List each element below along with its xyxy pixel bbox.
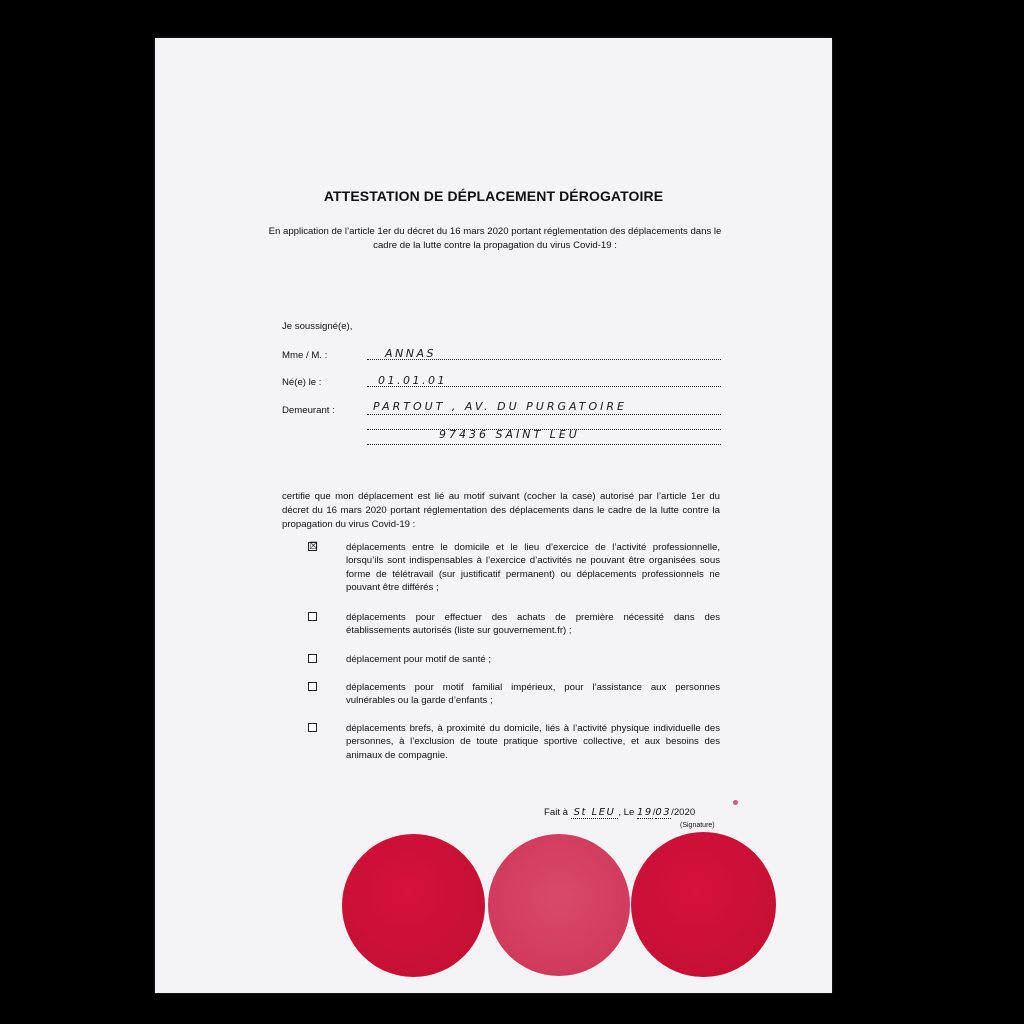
document-title: ATTESTATION DE DÉPLACEMENT DÉROGATOIRE	[323, 188, 664, 204]
intro-paragraph: En application de l’article 1er du décret du 16 mars 2020 portant réglementation des déplacements dans le cadre de la lutte contre la propagation du virus Covid-19 :	[268, 226, 722, 251]
day-field[interactable]: 19	[637, 807, 653, 818]
option-1-checkbox[interactable]: ☒	[309, 541, 318, 552]
signature-label: (Signature)	[680, 822, 715, 829]
red-seal-2	[488, 834, 630, 976]
fait-a-label: Fait à	[544, 807, 568, 818]
certify-paragraph: certifie que mon déplacement est lié au motif suivant (cocher la case) autorisé par l’article 1er du décret du 16 mars 2020 portant réglementation des déplacements dans le cadre de la lutte contre la propagation du virus Covid-19 :	[282, 491, 720, 530]
option-3-checkbox[interactable]	[308, 654, 317, 663]
year-text: /2020	[671, 807, 696, 818]
address-line1-field[interactable]: PARTOUT , AV. DU PURGATOIRE	[373, 400, 627, 413]
le-label: , Le	[618, 807, 635, 818]
birth-label: Né(e) le :	[282, 377, 322, 388]
place-field[interactable]: St LEU	[571, 807, 619, 819]
place-date-line	[544, 807, 695, 818]
undersigned-label: Je soussigné(e),	[282, 321, 353, 332]
option-3-text: déplacement pour motif de santé ;	[346, 654, 492, 665]
option-5-text: déplacements brefs, à proximité du domicile, liés à l’activité physique individuelle des personnes, à l’exclusion de toute pratique sportive collective, et aux besoins des animaux de compagnie.	[346, 723, 720, 761]
red-seal-1	[342, 834, 485, 977]
option-4-checkbox[interactable]	[308, 682, 317, 691]
date-slash: /	[652, 807, 656, 818]
month-field[interactable]: 03	[655, 807, 672, 818]
option-1-text: déplacements entre le domicile et le lieu d’exercice de l’activité professionnelle, lorsqu’ils sont indispensables à l’exercice d’activités ne pouvant être organisées sous forme de télétravail (sur justificatif permanent) ou déplacements professionnels ne pouvant être différés ;	[346, 542, 720, 594]
option-2-text: déplacements pour effectuer des achats de première nécessité dans des établissements autorisés (liste sur gouvernement.fr) ;	[346, 612, 720, 637]
option-4-text: déplacements pour motif familial impérieux, pour l’assistance aux personnes vulnérables ou la garde d’enfants ;	[346, 682, 720, 707]
address-dotted-line-1	[367, 414, 721, 415]
address-dotted-line-3	[367, 444, 721, 445]
name-label: Mme / M. :	[282, 350, 328, 361]
address-label: Demeurant :	[282, 405, 335, 416]
name-field[interactable]: ANNAS	[385, 347, 436, 360]
ink-mark	[733, 800, 738, 805]
address-line2-field[interactable]: 97436 SAINT LEU	[439, 428, 580, 441]
option-2-checkbox[interactable]	[308, 612, 317, 621]
option-5-checkbox[interactable]	[308, 723, 317, 732]
birth-date-field[interactable]: 01.01.01	[378, 374, 447, 387]
red-seal-3	[631, 832, 776, 977]
attestation-document	[155, 38, 832, 993]
